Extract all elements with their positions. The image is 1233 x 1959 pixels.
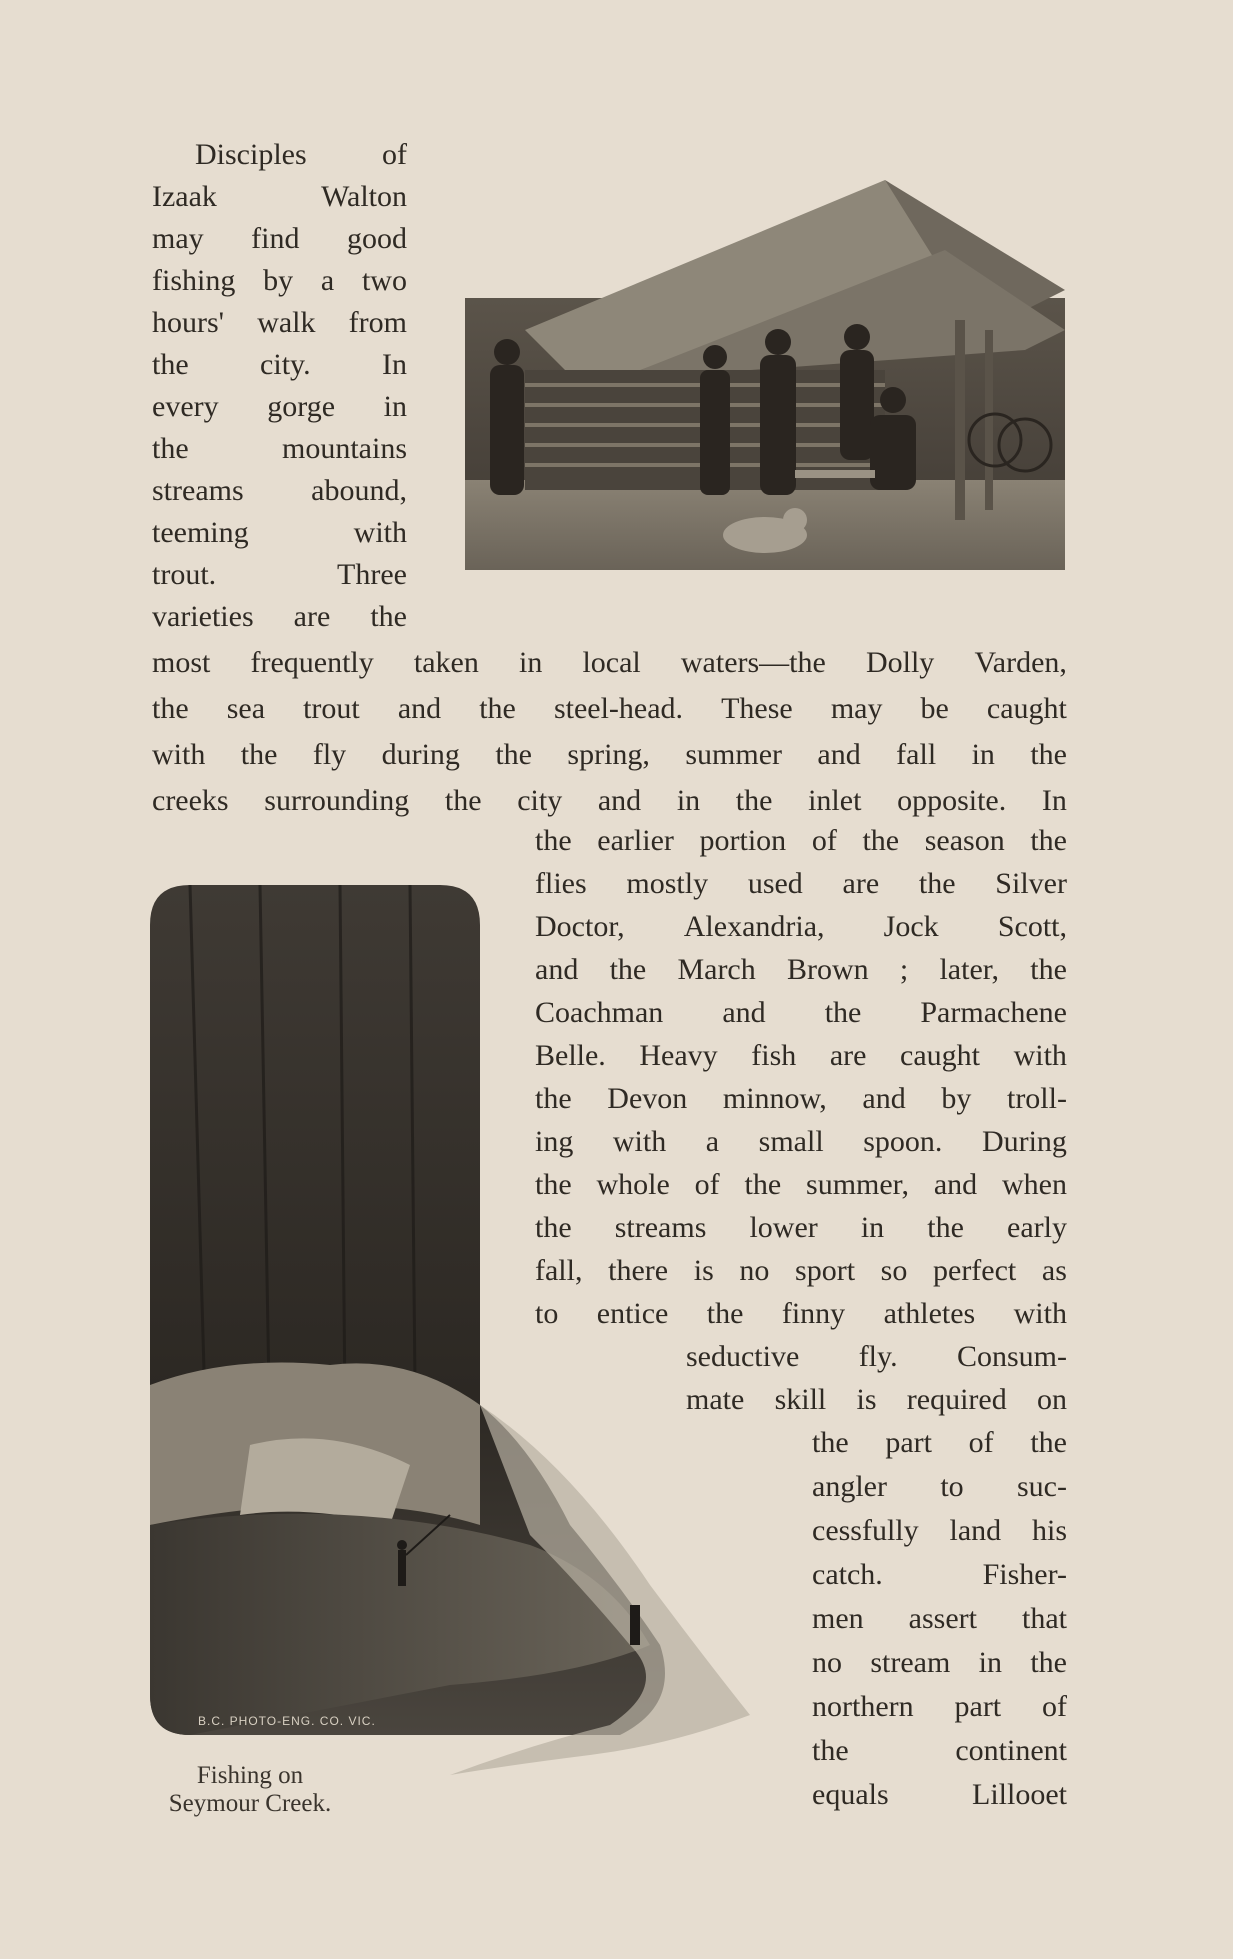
photo-caption [120, 1762, 380, 1818]
book-page: B.C. PHOTO-ENG. CO. VIC. Disciples of Izaak Walton may find good fishing by a two hours' walk from the city. In every gorge in the mountains streams abound, teeming with trout. Three varieties are the most frequently taken in local waters—the Dolly Varden, the sea trout and the steel-head. These may be caught with the fly during the spring, summer and fall in the creeks surrounding the city and in the inlet opposite. In the earlier portion of the season the flies mostly used are the Silver Doctor, Alexandria, Jock Scott, and the March Brown ; later, the Coachman and the Parmachene Belle. Heavy fish are caught with the Devon minnow, and by troll- ing with a small spoon. During the whole of the summer, and when the streams lower in the early fall, there is no sport so perfect as to entice the finny athletes with seductive fly. Consum- mate skill is required on the part of the angler to suc- cessfully land his catch. Fisher- men assert that no stream in the northern part of the continent equals Lillooet Fishing on Seymour Creek. [0, 0, 1233, 1959]
engraver-mark: B.C. PHOTO-ENG. CO. VIC. [198, 1714, 376, 1728]
caption-line-1: Fishing on [196, 1762, 304, 1789]
caption-line-2: Seymour Creek. [168, 1790, 332, 1817]
cabin-photo [465, 180, 1065, 570]
